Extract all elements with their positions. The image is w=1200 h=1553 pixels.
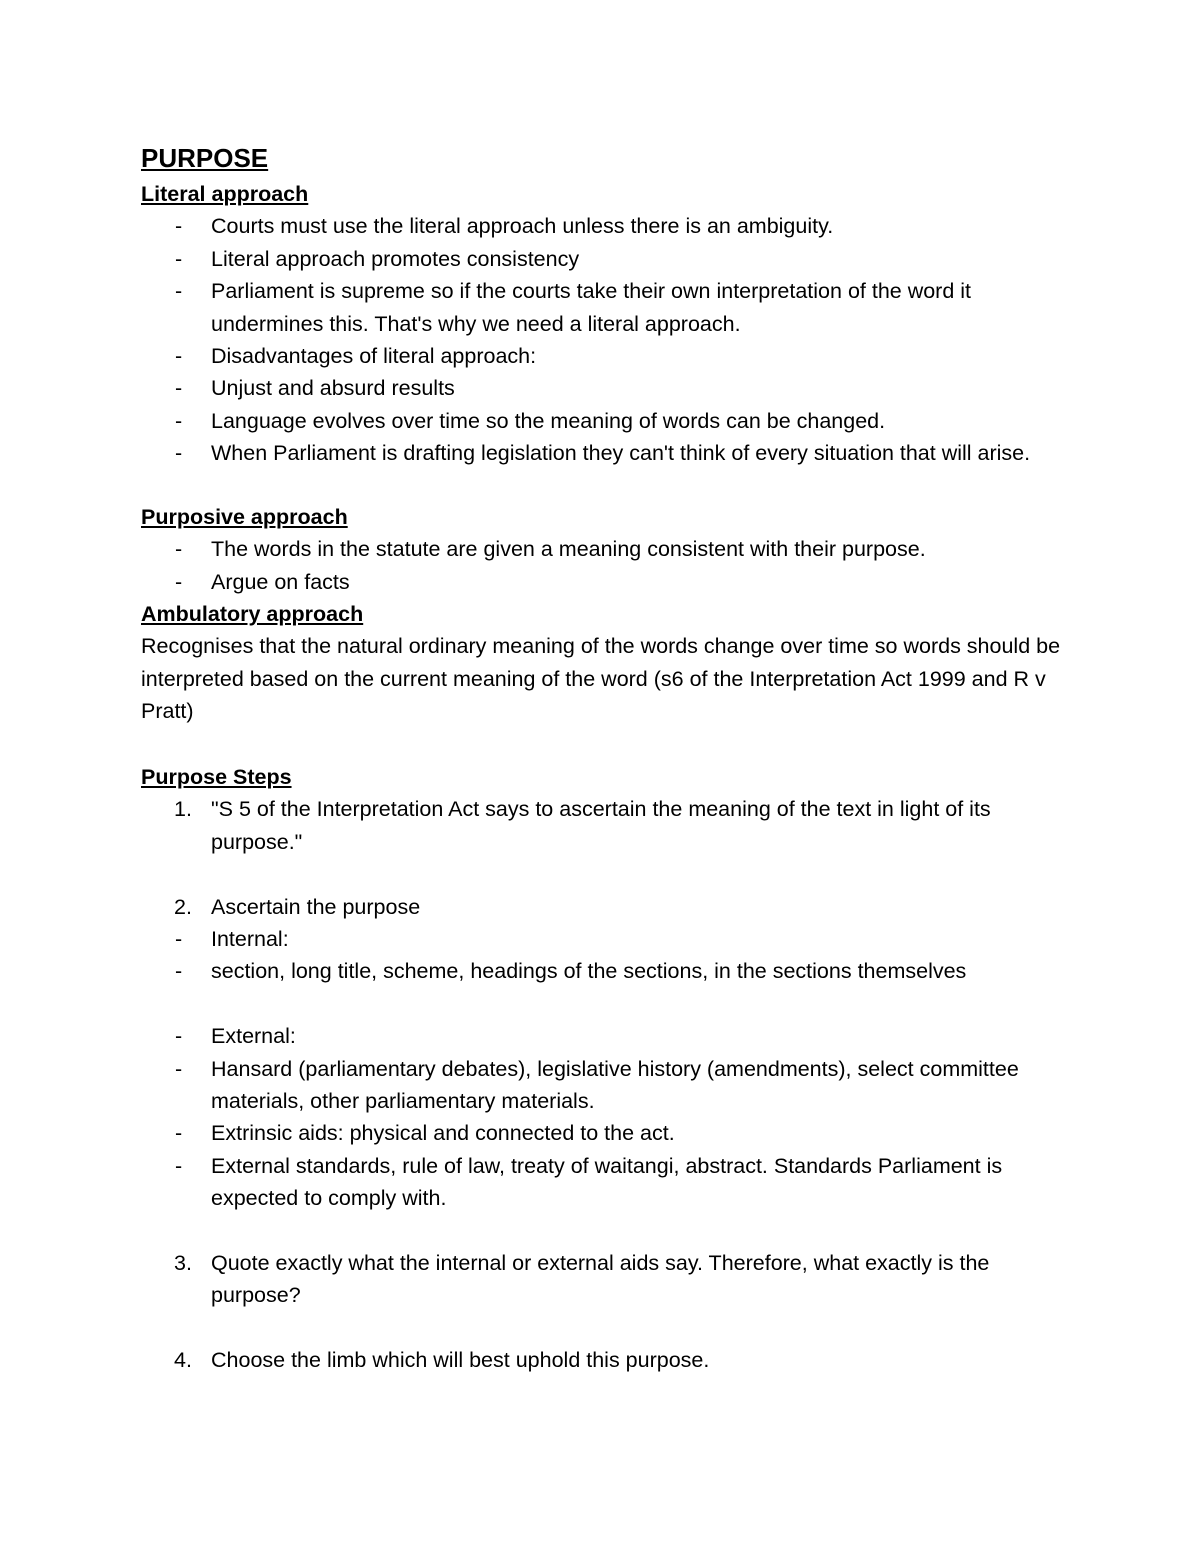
list-item-text: Extrinsic aids: physical and connected to the act. [211, 1121, 675, 1146]
step-number: 2. [174, 894, 192, 919]
list-item-text: Unjust and absurd results [211, 376, 455, 401]
page-title: PURPOSE [141, 143, 269, 173]
dash-bullet: - [175, 279, 183, 304]
step-number: 4. [174, 1348, 192, 1373]
list-item-text: Literal approach promotes consistency [211, 246, 580, 271]
dash-bullet: - [175, 441, 183, 466]
list-item [141, 210, 1066, 242]
ambulatory-approach-section [141, 598, 1066, 728]
ambulatory-approach-heading: Ambulatory approach [141, 602, 364, 626]
spacer [141, 988, 1066, 1020]
purpose-steps-heading: Purpose Steps [141, 765, 292, 789]
list-item-text: section, long title, scheme, headings of the sections, in the sections themselves [211, 959, 967, 984]
ambulatory-paragraph: Recognises that the natural ordinary meaning of the words change over time so words should be interpreted based on the current meaning of the word (s6 of the Interpretation Act 1999 and R v Pratt) [141, 634, 1061, 724]
list-item-text: The words in the statute are given a meaning consistent with their purpose. [211, 537, 926, 562]
list-item [141, 566, 1066, 598]
list-item [141, 437, 1066, 469]
purposive-approach-heading: Purposive approach [141, 505, 348, 529]
purposive-approach-section [141, 501, 1066, 598]
list-item-text: Internal: [211, 927, 289, 952]
dash-bullet: - [175, 246, 183, 271]
list-item-text: Parliament is supreme so if the courts take their own interpretation of the word it undermines this. That's why we need a literal approach. [211, 279, 972, 336]
list-item-text: Language evolves over time so the meaning of words can be changed. [211, 408, 886, 433]
numbered-item [141, 891, 1066, 923]
list-item [141, 275, 1066, 340]
numbered-item [141, 1247, 1066, 1312]
purpose-steps-section [141, 761, 1066, 1377]
list-item [141, 372, 1066, 404]
list-item [141, 1020, 1066, 1052]
step-text: Quote exactly what the internal or external aids say. Therefore, what exactly is the purpose? [211, 1251, 990, 1308]
dash-bullet: - [175, 959, 183, 984]
list-item-text: Disadvantages of literal approach: [211, 344, 537, 369]
dash-bullet: - [175, 1024, 183, 1049]
dash-bullet: - [175, 569, 183, 594]
list-item-text: Hansard (parliamentary debates), legislative history (amendments), select committee materials, other parliamentary materials. [211, 1056, 1019, 1114]
list-item [141, 405, 1066, 437]
dash-bullet: - [175, 1056, 183, 1081]
list-item-text: Courts must use the literal approach unless there is an ambiguity. [211, 214, 834, 239]
list-item [141, 243, 1066, 275]
step-number: 3. [174, 1251, 192, 1276]
spacer [141, 1312, 1066, 1344]
numbered-item [141, 1344, 1066, 1376]
step-text: "S 5 of the Interpretation Act says to ascertain the meaning of the text in light of its purpose." [211, 797, 991, 854]
step-text: Choose the limb which will best uphold this purpose. [211, 1348, 710, 1373]
dash-bullet: - [175, 214, 183, 239]
dash-bullet: - [175, 927, 183, 952]
list-item [141, 533, 1066, 565]
spacer [141, 858, 1066, 890]
list-item [141, 1150, 1066, 1215]
list-item-text: When Parliament is drafting legislation they can't think of every situation that will arise. [211, 441, 1031, 466]
list-item-text: External: [211, 1024, 296, 1049]
step-number: 1. [174, 797, 192, 822]
list-item [141, 923, 1066, 955]
dash-bullet: - [175, 1153, 183, 1178]
dash-bullet: - [175, 537, 183, 562]
literal-approach-heading: Literal approach [141, 182, 309, 206]
dash-bullet: - [175, 376, 183, 401]
spacer [141, 1215, 1066, 1247]
dash-bullet: - [175, 1121, 183, 1146]
list-item [141, 955, 1066, 987]
dash-bullet: - [175, 408, 183, 433]
list-item-text: External standards, rule of law, treaty of waitangi, abstract. Standards Parliament is expected to comply with. [211, 1153, 1003, 1211]
step-text: Ascertain the purpose [211, 894, 421, 919]
list-item [141, 340, 1066, 372]
dash-bullet: - [175, 344, 183, 369]
numbered-item [141, 793, 1066, 858]
list-item [141, 1117, 1066, 1149]
list-item [141, 1053, 1066, 1118]
list-item-text: Argue on facts [211, 569, 350, 594]
literal-approach-section [141, 178, 1066, 470]
